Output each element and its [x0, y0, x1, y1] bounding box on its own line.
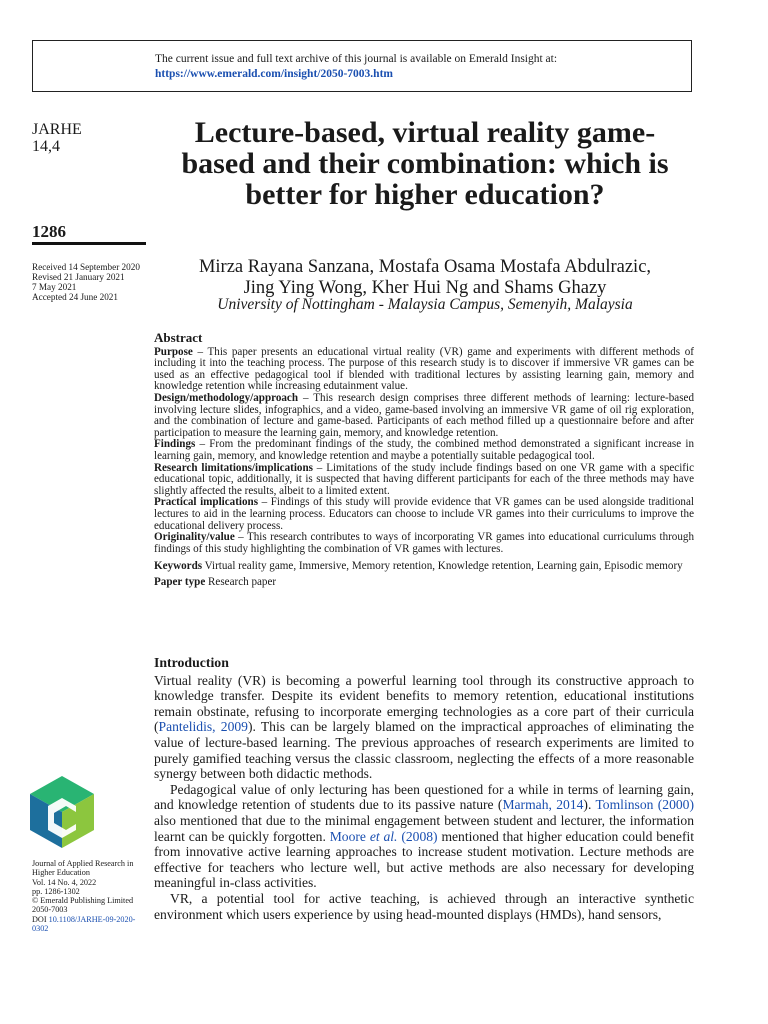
- journal-abbreviation: [32, 121, 150, 155]
- keywords-text: Virtual reality game, Immersive, Memory retention, Knowledge retention, Learning gain, Episodic memory: [202, 560, 683, 573]
- notice-text: The current issue and full text archive of this journal is available on Emerald Insight at:: [155, 53, 558, 65]
- journal-info-line: © Emerald Publishing Limited: [32, 896, 134, 906]
- journal-citation-info: [32, 859, 150, 933]
- authors: [160, 257, 690, 299]
- abstract-limitations: [154, 463, 694, 498]
- design-label: Design/methodology/approach: [154, 391, 299, 404]
- intro-p2-text-d: mentioned that higher education could benefit from innovative active learning approaches to increase student motivation. Lecture methods are effective for teachers who lecture well, but active methods are also necessary for developing meaningful in-class activities.: [154, 828, 695, 891]
- page-number-rule: [32, 242, 146, 245]
- citation-author: Moore: [329, 828, 370, 844]
- practical-text: – Findings of this study will provide evidence that VR games can be used alongside traditional lectures to aid in the learning process. Educators can choose to include VR games into their curriculums to improve the educational delivery process.: [154, 496, 694, 532]
- date-received: Received 14 September 2020: [32, 262, 140, 272]
- page-number: 1286: [32, 222, 66, 241]
- citation-etal: et al.: [369, 828, 398, 844]
- affiliation: University of Nottingham - Malaysia Campus, Semenyih, Malaysia: [217, 296, 633, 313]
- journal-info-line: 2050-7003: [32, 905, 68, 915]
- findings-label: Findings: [154, 438, 196, 451]
- intro-p2-text-a: Pedagogical value of only lecturing has been questioned for a while in terms of learning gain, and knowledge retention of students due to its passive nature (: [154, 781, 694, 813]
- intro-paragraph-3: VR, a potential tool for active teaching, is achieved through an interactive synthetic environment which users experience by using head-mounted displays (HMDs), hand sensors,: [154, 890, 694, 922]
- volume-issue: 14,4: [32, 138, 60, 155]
- limitations-label: Research limitations/implications: [154, 461, 313, 474]
- practical-label: Practical implications: [154, 496, 259, 509]
- article-title: Lecture-based, virtual reality game-based and their combination: which is better for higher education?: [181, 116, 669, 211]
- abstract-practical: [154, 497, 694, 532]
- purpose-text: – This paper presents an educational virtual reality (VR) game and experiments with different methods of including it into the teaching process. The purpose of this research study is to discover if immersive VR games can be used as an effective pedagogical tool if blended with traditional lectures by assisting learning gain, memory and knowledge retention while increasing edutainment value.: [154, 345, 694, 393]
- intro-paragraph-1: [154, 673, 694, 782]
- intro-p1-text-b: ). This can be largely blamed on the impractical approaches of eliminating the value of lecture-based learning. The previous approaches of research experiments are limited to purely gamified teaching versus the classic classroom, neglecting the effects of a more reasonable synergy between both didactic methods.: [154, 719, 695, 782]
- abstract-originality: [154, 532, 694, 555]
- findings-text: – From the predominant findings of the study, the combined method demonstrated a significant increase in learning gain, memory, and knowledge retention and maybe a potentially suitable pedagogical tool.: [154, 438, 694, 462]
- abstract-heading: Abstract: [154, 330, 203, 345]
- date-accepted: Accepted 24 June 2021: [32, 292, 118, 302]
- paper-type-label: Paper type: [154, 575, 206, 588]
- introduction-heading: Introduction: [154, 655, 229, 670]
- doi-prefix: DOI: [32, 914, 49, 924]
- keywords-label: Keywords: [154, 560, 203, 573]
- citation-link[interactable]: [330, 829, 438, 844]
- citation-link[interactable]: Marmah, 2014: [502, 797, 584, 813]
- authors-line-2: Jing Ying Wong, Kher Hui Ng and Shams Ghazy: [243, 278, 607, 298]
- citation-link[interactable]: Pantelidis, 2009: [158, 719, 248, 735]
- abstract-paper-type: [154, 577, 694, 589]
- journal-info-line: Vol. 14 No. 4, 2022: [32, 877, 97, 887]
- introduction-section: [154, 655, 694, 922]
- paper-type-text: Research paper: [205, 575, 277, 588]
- citation-year: (2008): [397, 828, 438, 844]
- abstract-findings: [154, 439, 694, 462]
- doi-line: [32, 915, 150, 934]
- doi-link[interactable]: 10.1108/JARHE-09-2020-0302: [32, 914, 136, 934]
- intro-p2-text-c: also mentioned that due to the minimal engagement between student and lecturer, the information learnt can be quickly forgotten.: [154, 812, 694, 844]
- journal-archive-link[interactable]: https://www.emerald.com/insight/2050-7003.htm: [155, 68, 393, 80]
- authors-line-1: Mirza Rayana Sanzana, Mostafa Osama Mostafa Abdulrazic,: [198, 257, 652, 277]
- journal-info-line: pp. 1286-1302: [32, 886, 80, 896]
- intro-p1-text-a: Virtual reality (VR) is becoming a powerful learning tool through its constructive approach to knowledge transfer. Despite its evident benefits to memory retention, educational institutions remain obstinate, refusing to incorporate emerging technologies as a core part of their curricula (: [154, 672, 694, 735]
- design-text: – This research design comprises three different methods of learning: lecture-based involving lecture slides, infographics, and a video, game-based involving an immersive VR game of oil rig exploration, and the combination of lecture and game-based. Participants of each method filled up a questionnaire before and after participation to measure the learning gain, memory, and knowledge retention.: [154, 391, 694, 439]
- journal-info-line: Journal of Applied Research in: [32, 859, 134, 868]
- abstract-design: [154, 393, 694, 439]
- purpose-label: Purpose: [154, 345, 193, 358]
- originality-label: Originality/value: [154, 531, 235, 544]
- journal-notice-box: [32, 40, 692, 92]
- date-revised-1: Revised 21 January 2021: [32, 272, 125, 282]
- article-dates: [32, 262, 150, 302]
- citation-link[interactable]: Tomlinson (2000): [595, 797, 694, 813]
- intro-p2-text-b: ).: [583, 797, 596, 813]
- limitations-text: – Limitations of the study include findings based on one VR game with a specific educational topic, additionally, it is suspected that having different participants for each of the three methods may have slightly affected the results, albeit to a limited extent.: [154, 461, 694, 497]
- journal-abbr-text: JARHE: [32, 121, 82, 138]
- abstract-purpose: [154, 347, 694, 393]
- abstract-section: [154, 332, 694, 588]
- emerald-logo-icon: [30, 776, 94, 848]
- date-revised-2: 7 May 2021: [32, 282, 77, 292]
- intro-paragraph-2: [154, 782, 694, 891]
- abstract-keywords: [154, 561, 694, 573]
- journal-info-line: Higher Education: [32, 868, 90, 878]
- originality-text: – This research contributes to ways of incorporating VR games into educational curriculums through findings of this study highlighting the combination of VR games with lectures.: [154, 531, 694, 555]
